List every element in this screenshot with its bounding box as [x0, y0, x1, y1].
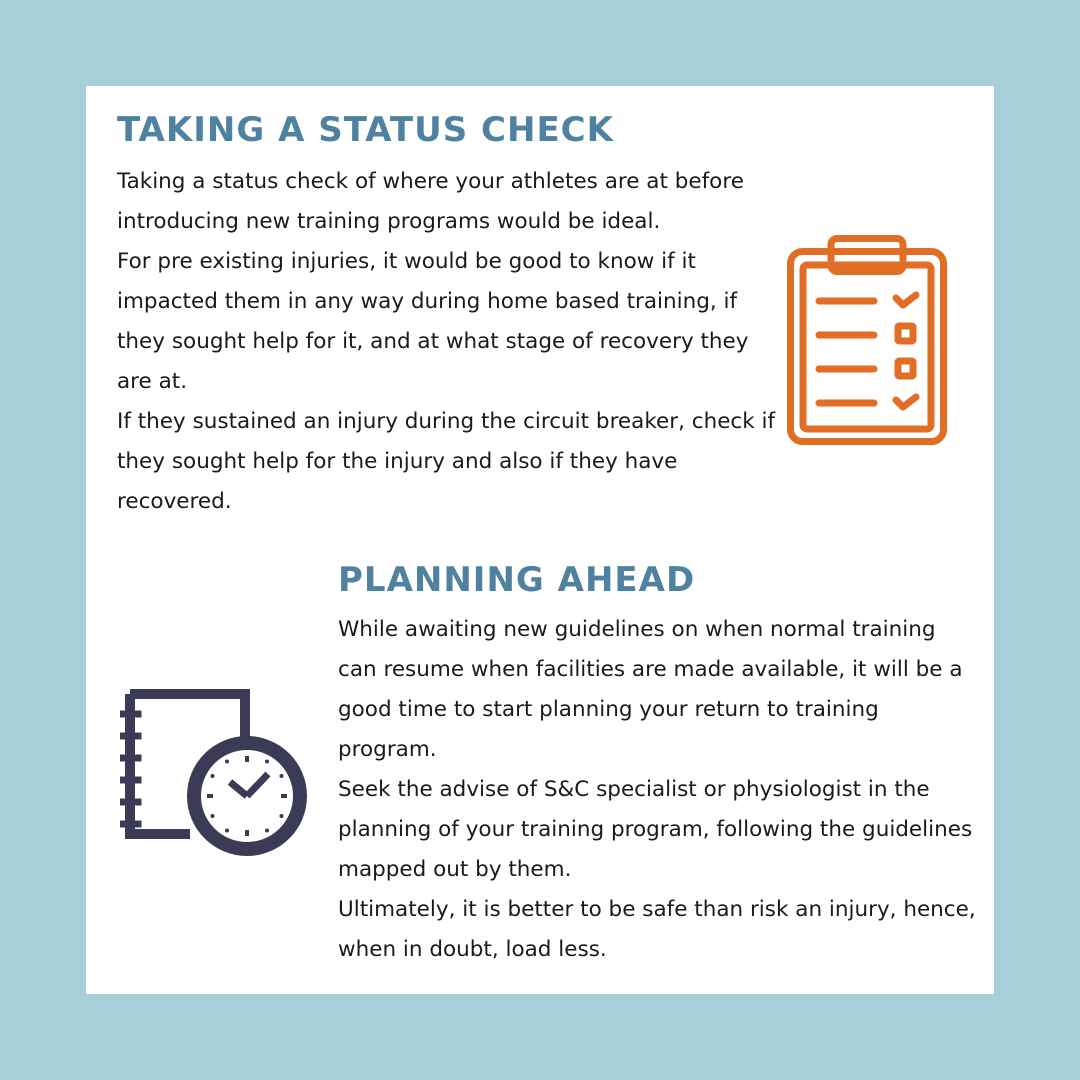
paragraph: If they sustained an injury during the circuit breaker, check if they sought help for the injury and also if they have recovered.: [117, 409, 776, 514]
paragraph: While awaiting new guidelines on when normal training can resume when facilities are made available, it will be a good time to start planning your return to training program.: [338, 617, 963, 762]
paragraph: Ultimately, it is better to be safe than risk an injury, hence, when in doubt, load less.: [338, 897, 976, 962]
paragraph: Taking a status check of where your athletes are at before introducing new training programs would be ideal.: [117, 169, 744, 234]
paragraph: For pre existing injuries, it would be good to know if it impacted them in any way during home based training, if they sought help for it, and at what stage of recovery they are at.: [117, 249, 749, 394]
section-title-status-check: TAKING A STATUS CHECK: [117, 110, 614, 150]
section-planning-ahead-body: [338, 610, 978, 970]
paragraph: Seek the advise of S&C specialist or physiologist in the planning of your training program, following the guidelines mapped out by them.: [338, 777, 973, 882]
section-title-planning-ahead: PLANNING AHEAD: [338, 560, 696, 600]
clipboard-checklist-icon: [786, 234, 950, 448]
notebook-clock-icon: [120, 686, 320, 866]
section-status-check-body: [117, 162, 777, 522]
